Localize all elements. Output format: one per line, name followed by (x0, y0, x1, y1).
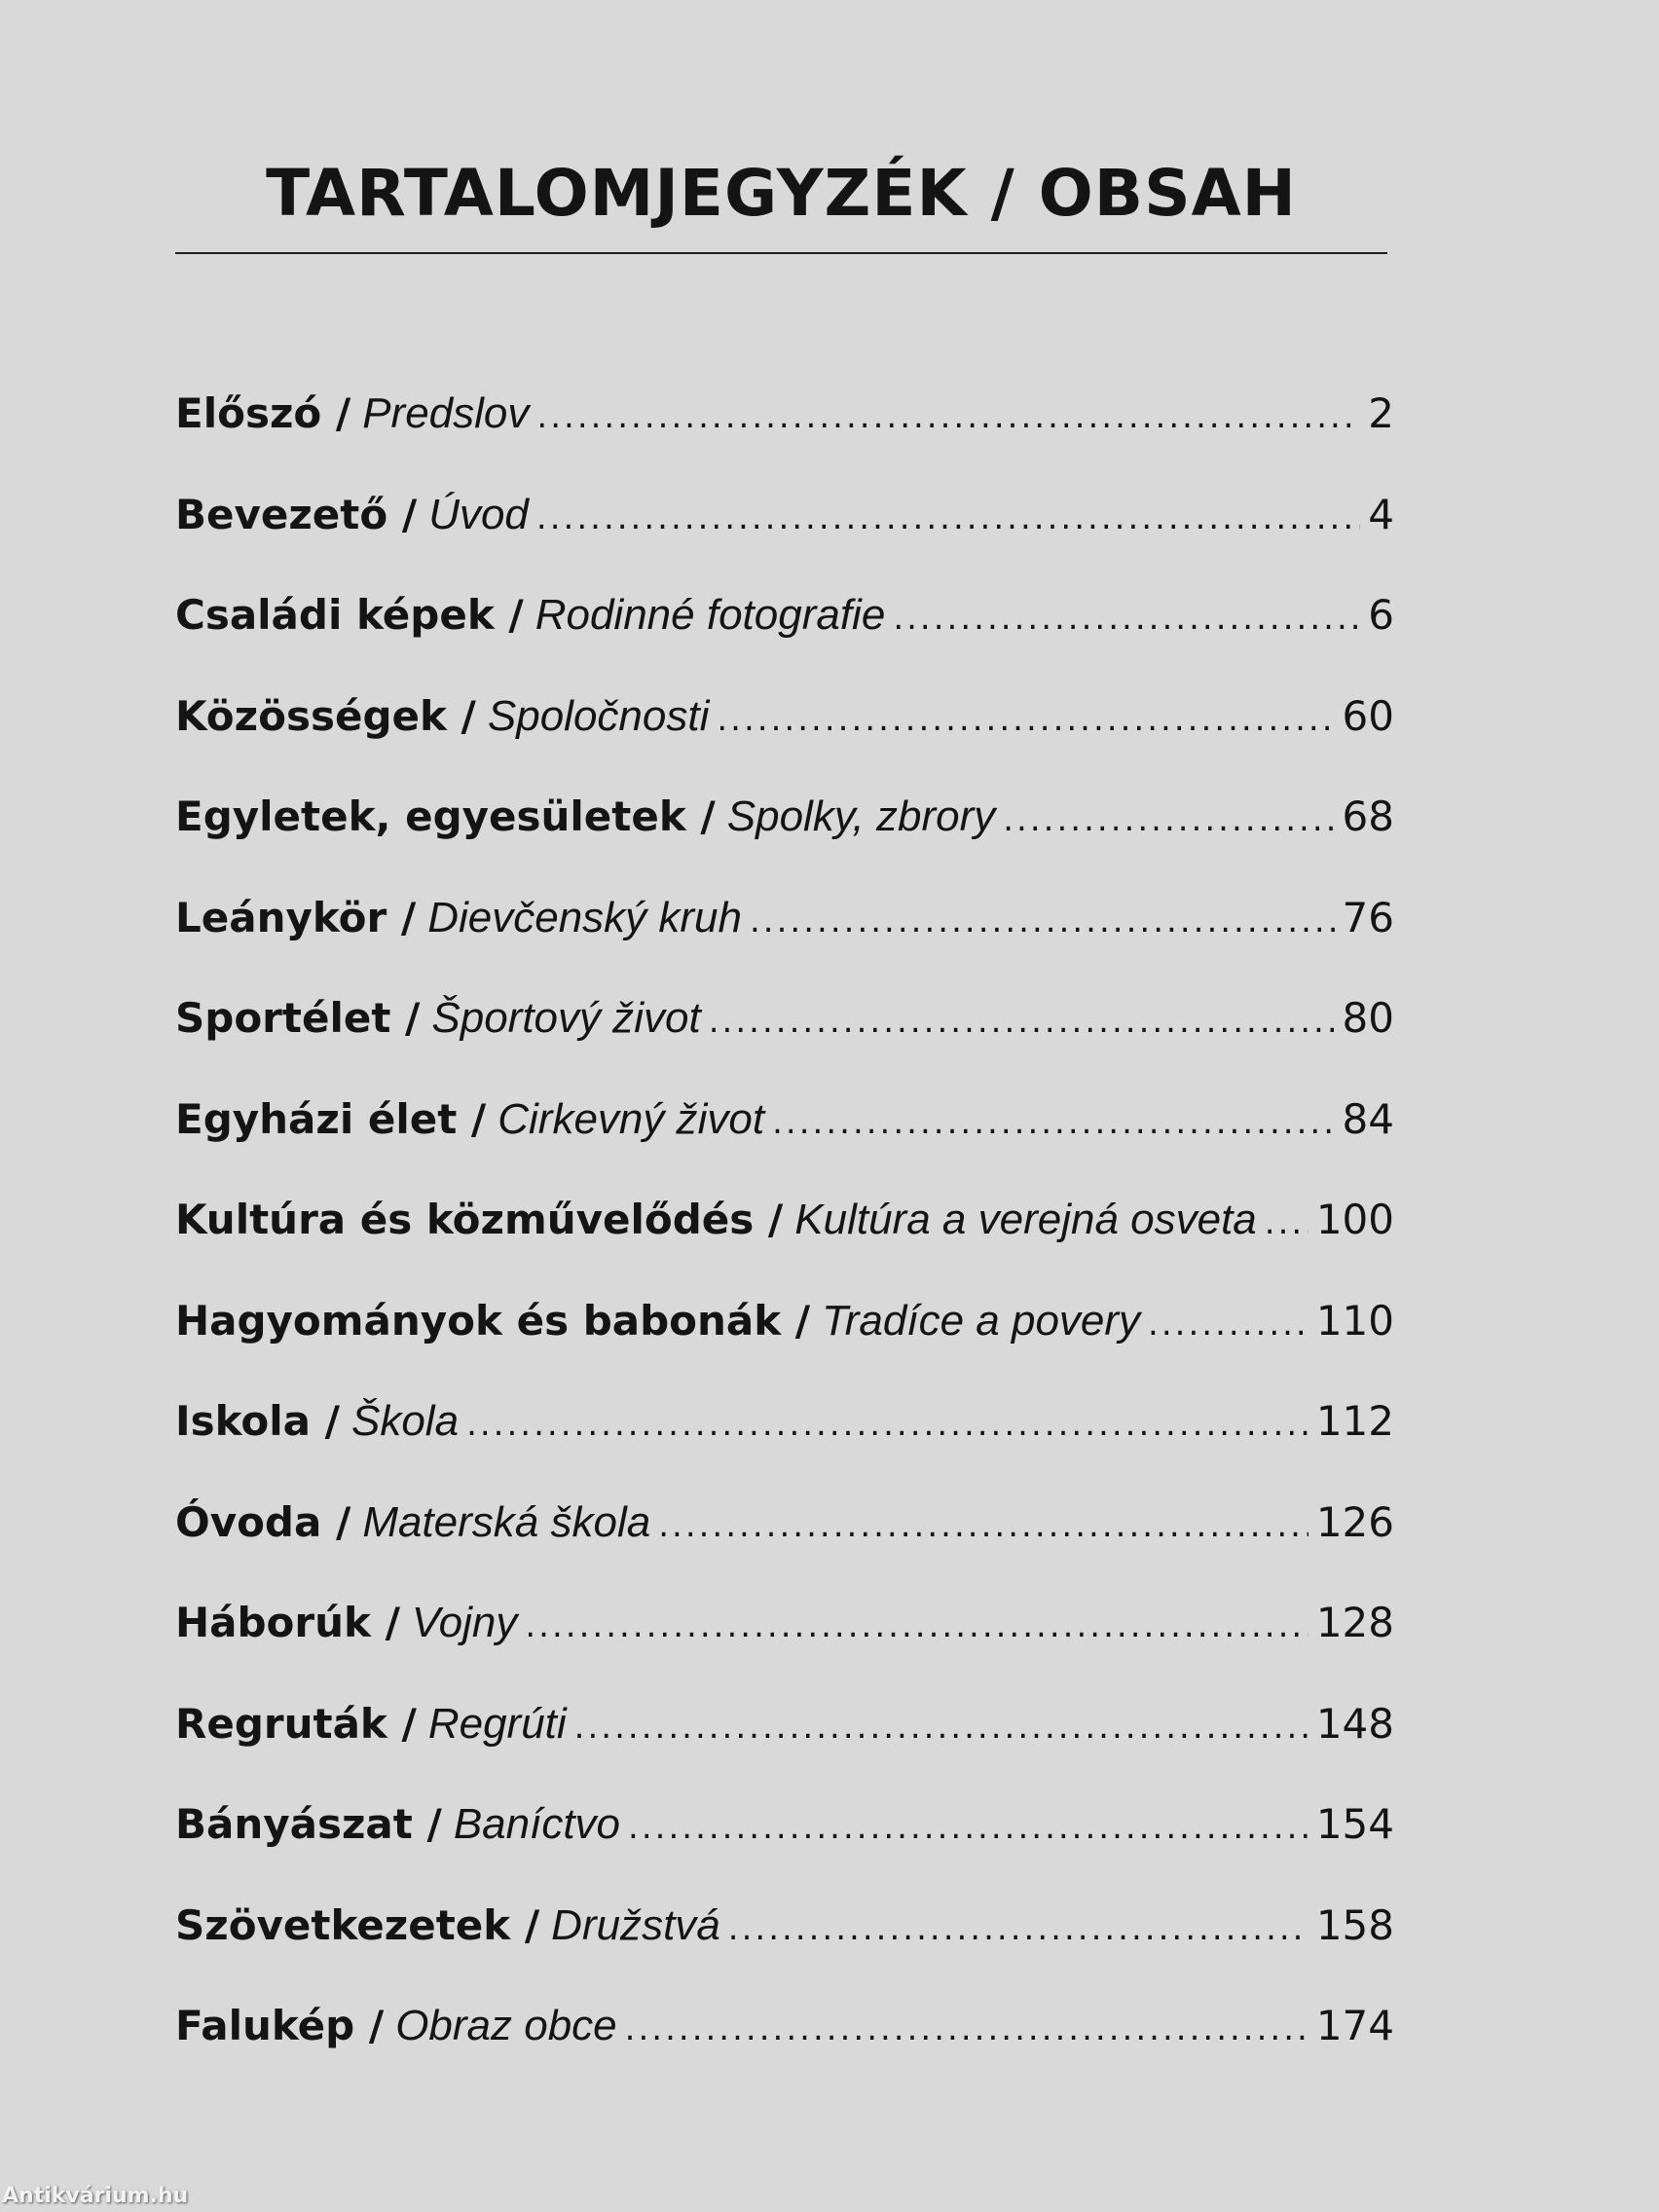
entry-title-sk: Vojny (411, 1599, 518, 1646)
page-number: 126 (1315, 1497, 1394, 1546)
entry-title-sk: Spolky, zbrory (726, 793, 996, 840)
page-number: 128 (1315, 1599, 1394, 1646)
title-divider (175, 252, 1387, 254)
entry-title-sk: Dievčenský kruh (427, 893, 742, 941)
entry-title-hu: Falukép / (175, 2002, 385, 2049)
entry-title-sk: Baníctvo (453, 1800, 621, 1848)
dot-leader (1003, 800, 1334, 839)
page-number: 158 (1315, 1900, 1394, 1949)
entry-title-hu: Egyletek, egyesületek / (175, 793, 716, 840)
dot-leader (625, 2009, 1309, 2048)
toc-entry (175, 894, 1394, 995)
page-number: 60 (1342, 691, 1394, 740)
dot-leader (536, 498, 1360, 537)
dot-leader (1148, 1305, 1309, 1344)
toc-entry (175, 1196, 1394, 1297)
entry-title-sk: Družstvá (551, 1900, 720, 1949)
page-number: 110 (1315, 1296, 1394, 1345)
entry-title-sk: Spoločnosti (487, 691, 710, 740)
dot-leader (772, 1103, 1334, 1142)
toc-entry (175, 1498, 1394, 1600)
page-number: 80 (1342, 994, 1394, 1042)
toc-entry (175, 1095, 1394, 1197)
entry-title-hu: Regruták / (175, 1699, 417, 1748)
entry-title-hu: Bányászat / (175, 1800, 442, 1848)
entry-title-hu: Háborúk / (175, 1599, 400, 1646)
entry-title-hu: Szövetkezetek / (175, 1900, 540, 1949)
dot-leader (728, 1909, 1309, 1948)
toc-entry (175, 1700, 1394, 1801)
toc-entry (175, 1800, 1394, 1901)
dot-leader (536, 397, 1360, 436)
toc-entry (175, 389, 1394, 491)
toc-entry (175, 1297, 1394, 1398)
entry-title-sk: Materská škola (362, 1497, 651, 1546)
dot-leader (525, 1606, 1308, 1645)
page-number: 76 (1342, 893, 1394, 941)
entry-title-hu: Sportélet / (175, 994, 421, 1042)
dot-leader (893, 599, 1360, 638)
dot-leader (658, 1506, 1309, 1545)
page-number: 148 (1315, 1699, 1394, 1748)
page-number: 84 (1342, 1094, 1394, 1143)
page-number: 68 (1342, 793, 1394, 840)
entry-title-sk: Rodinné fotografie (535, 591, 886, 639)
page-number: 6 (1368, 591, 1394, 639)
dot-leader (750, 902, 1335, 940)
dot-leader (1265, 1203, 1309, 1242)
toc-entry (175, 994, 1394, 1095)
page-number: 2 (1368, 389, 1394, 437)
page-title: TARTALOMJEGYZÉK / OBSAH (266, 156, 1297, 231)
toc-entry (175, 1901, 1394, 2003)
toc-entry (175, 793, 1394, 894)
entry-title-sk: Kultúra a verejná osveta (794, 1196, 1257, 1243)
toc-entry (175, 491, 1394, 592)
dot-leader (466, 1405, 1309, 1444)
entry-title-hu: Egyházi élet / (175, 1094, 487, 1143)
toc-entry (175, 692, 1394, 793)
page-number: 174 (1315, 2002, 1394, 2049)
toc-entry (175, 591, 1394, 692)
entry-title-hu: Leánykör / (175, 893, 417, 941)
watermark: Antikvárium.hu (2, 2184, 189, 2208)
entry-title-hu: Közösségek / (175, 691, 476, 740)
dot-leader (574, 1708, 1309, 1747)
entry-title-sk: Cirkevný život (498, 1094, 765, 1143)
toc-entry (175, 1397, 1394, 1498)
entry-title-sk: Škola (350, 1397, 460, 1445)
entry-title-sk: Tradíce a povery (822, 1296, 1141, 1345)
entry-title-hu: Előszó / (175, 389, 351, 437)
dot-leader (717, 700, 1334, 739)
entry-title-hu: Hagyományok és babonák / (175, 1296, 811, 1345)
entry-title-hu: Kultúra és közművelődés / (175, 1196, 784, 1243)
dot-leader (628, 1808, 1309, 1847)
table-of-contents (175, 389, 1394, 2103)
page-number: 4 (1368, 490, 1394, 538)
entry-title-hu: Iskola / (175, 1397, 340, 1445)
entry-title-hu: Családi képek / (175, 591, 524, 639)
entry-title-sk: Regrúti (427, 1699, 567, 1748)
toc-entry (175, 1599, 1394, 1700)
entry-title-hu: Óvoda / (175, 1497, 351, 1546)
entry-title-hu: Bevezető / (175, 490, 418, 538)
page-number: 112 (1315, 1397, 1394, 1445)
page-number: 100 (1315, 1196, 1394, 1243)
entry-title-sk: Obraz obce (395, 2002, 617, 2049)
entry-title-sk: Úvod (428, 490, 529, 538)
entry-title-sk: Predslov (362, 389, 530, 437)
toc-entry (175, 2002, 1394, 2103)
entry-title-sk: Športový život (431, 994, 701, 1042)
page-number: 154 (1315, 1800, 1394, 1848)
dot-leader (709, 1002, 1335, 1041)
